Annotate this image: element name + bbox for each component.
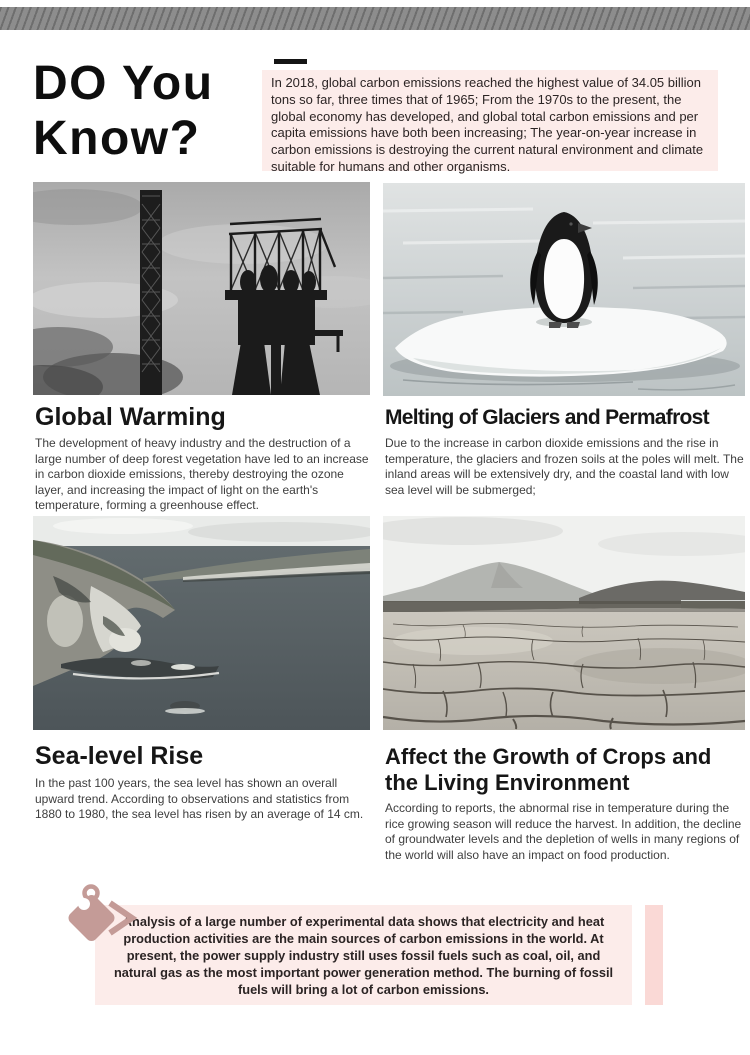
footer-note: Analysis of a large number of experimental data shows that electricity and heat production activities are the main sources of carbon emissions in the world. At present, the power supply industry still uses fossil fuels such as coal, oil, and natural gas as the most important power generation method. The burning of fossil fuels will bring a lot of carbon emissions. [95, 905, 632, 1005]
section-body-crops-environment: According to reports, the abnormal rise in temperature during the rice growing season will reduce the harvest. In addition, the decline of groundwater levels and the depletion of wells in many regions of the world will also have an impact on food production. [385, 801, 742, 862]
intro-dash [274, 59, 307, 64]
intro-paragraph: In 2018, global carbon emissions reached the highest value of 34.05 billion tons so far, three times that of 1965; From the 1970s to the present, the global economy has developed, and global total carbon emissions and per capita emissions have both been increasing; The year-on-year increase in carbon emissions is destroying the current natural environment and climate suitable for humans and other organisms. [262, 70, 718, 171]
tag-icon-graphic [60, 878, 150, 988]
drought-photo [383, 516, 745, 730]
penguin-photo [383, 183, 745, 396]
coast-illustration [33, 516, 370, 730]
section-heading-crops-environment: Affect the Growth of Crops and the Living Environment [385, 744, 712, 795]
factory-illustration [33, 182, 370, 395]
tag-icon [60, 878, 150, 988]
page-title-line1: DO You [33, 57, 214, 110]
section-heading-melting-glaciers: Melting of Glaciers and Permafrost [385, 406, 709, 429]
section-body-sea-level-rise: In the past 100 years, the sea level has shown an overall upward trend. According to observations and statistics from 1880 to 1980, the sea level has risen by an average of 14 cm. [35, 776, 364, 822]
page-title-line2: Know? [33, 112, 201, 165]
page-title [33, 56, 263, 166]
section-heading-global-warming: Global Warming [35, 403, 226, 431]
top-hatched-band [0, 7, 750, 30]
section-body-global-warming: The development of heavy industry and the destruction of a large number of deep forest vegetation have led to an increase in carbon dioxide emissions, thereby destroying the ozone layer, and increasing the impact of light on the earth's temperature, forming a greenhouse effect. [35, 436, 369, 513]
factory-photo [33, 182, 370, 395]
section-heading-sea-level-rise: Sea-level Rise [35, 742, 204, 770]
drought-illustration [383, 516, 745, 730]
footer-accent-strip [645, 905, 663, 1005]
penguin-illustration [383, 183, 745, 396]
coast-photo [33, 516, 370, 730]
section-body-melting-glaciers: Due to the increase in carbon dioxide emissions and the rise in temperature, the glaciers and frozen soils at the poles will melt. The inland areas will be extensively dry, and the coastal land with low sea level will be submerged; [385, 436, 744, 497]
